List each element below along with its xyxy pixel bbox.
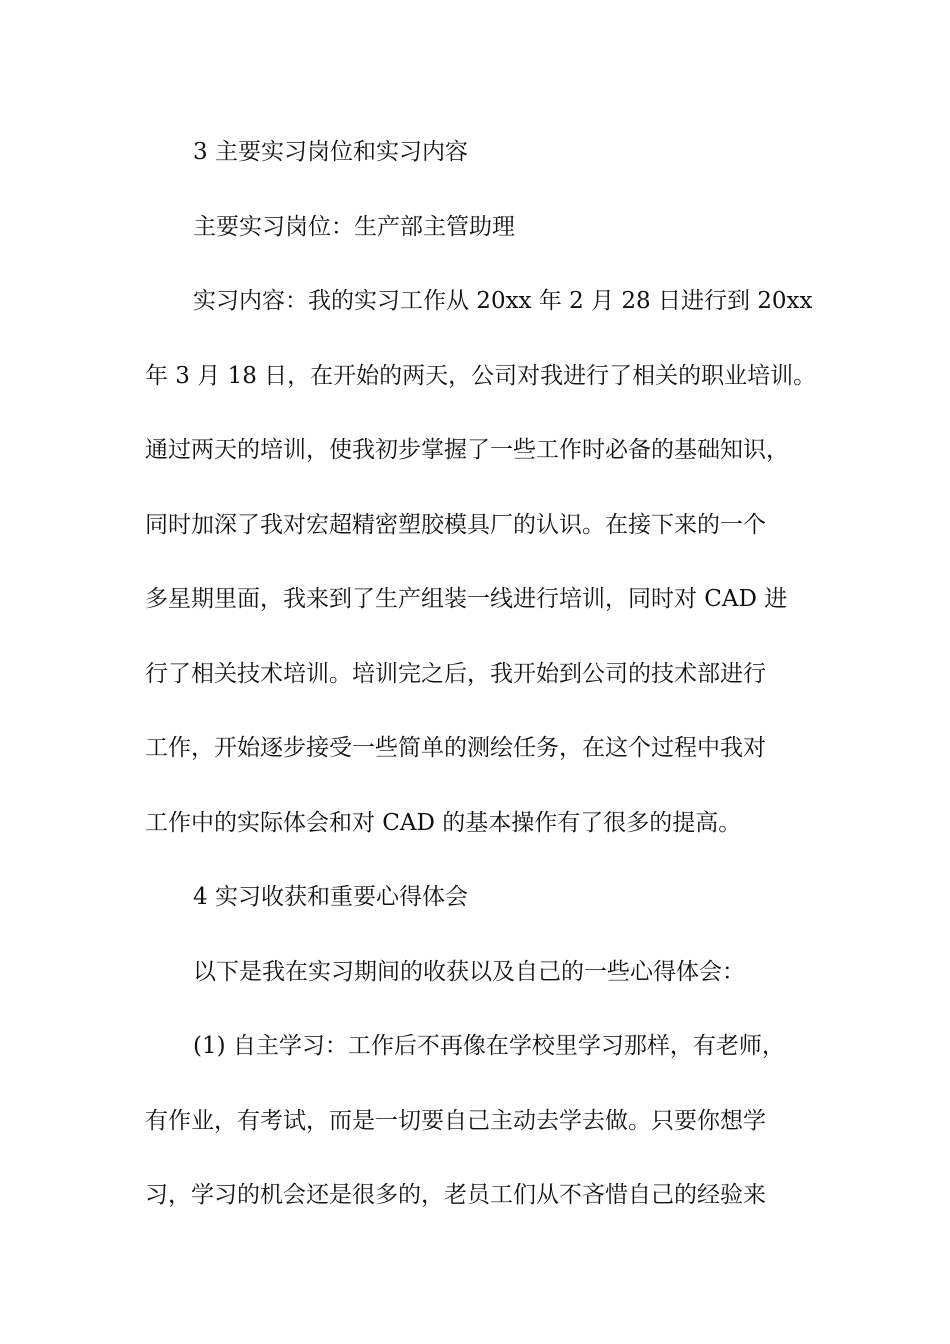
paragraph-line: (1) 自主学习：工作后不再像在学校里学习那样，有老师， <box>193 1033 785 1059</box>
section-heading-4: 4 实习收获和重要心得体会 <box>193 884 468 910</box>
paragraph-line: 实习内容：我的实习工作从 20xx 年 2 月 28 日进行到 20xx <box>193 288 813 314</box>
section-heading-3: 3 主要实习岗位和实习内容 <box>193 139 468 165</box>
paragraph-line: 通过两天的培训，使我初步掌握了一些工作时必备的基础知识， <box>145 437 789 463</box>
paragraph-line: 年 3 月 18 日，在开始的两天，公司对我进行了相关的职业培训。 <box>145 362 817 389</box>
paragraph-line: 行了相关技术培训。培训完之后，我开始到公司的技术部进行 <box>145 660 766 687</box>
paragraph-line: 有作业，有考试，而是一切要自己主动去学去做。只要你想学 <box>145 1107 766 1134</box>
paragraph-line: 多星期里面，我来到了生产组装一线进行培训，同时对 CAD 进 <box>145 586 788 612</box>
paragraph-line: 同时加深了我对宏超精密塑胶模具厂的认识。在接下来的一个 <box>145 511 766 538</box>
document-body <box>145 115 815 1233</box>
paragraph-line: 习，学习的机会还是很多的，老员工们从不吝惜自己的经验来 <box>145 1182 766 1208</box>
paragraph-line: 以下是我在实习期间的收获以及自己的一些心得体会： <box>193 958 745 985</box>
paragraph-line: 工作，开始逐步接受一些简单的测绘任务，在这个过程中我对 <box>145 735 766 761</box>
paragraph-line: 工作中的实际体会和对 CAD 的基本操作有了很多的提高。 <box>145 809 742 836</box>
paragraph-line: 主要实习岗位：生产部主管助理 <box>193 213 515 240</box>
